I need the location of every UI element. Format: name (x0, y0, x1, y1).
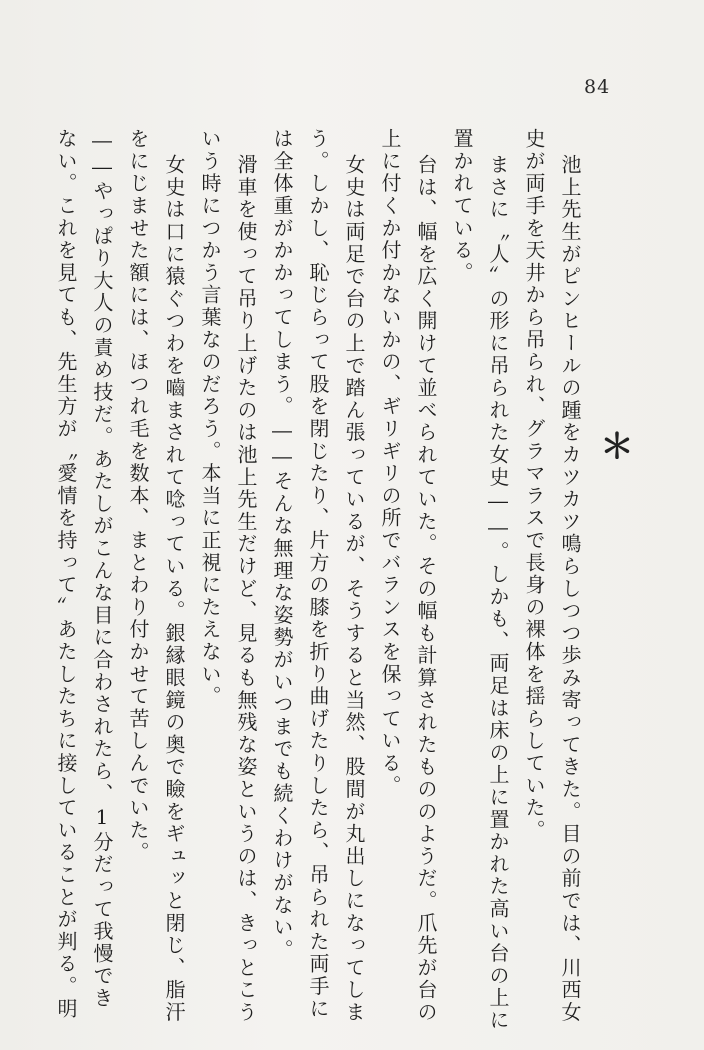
text-column-4: 置かれている。 (450, 128, 474, 285)
page-number: 84 (584, 76, 611, 98)
text-column-7: 女史は両足で台の上で踏ん張っているが、そうすると当然、股間が丸出しになってしま (342, 154, 366, 1024)
text-column-1: 池上先生がピンヒールの踵をカツカツ鳴らしつつ歩み寄ってきた。目の前では、川西女 (558, 154, 582, 1024)
text-column-15: ない。これを見ても、先生方が〝愛情を持って〟あたしたちに接していることが判る。明 (54, 128, 78, 1020)
text-column-11: いう時につかう言葉なのだろう。本当に正視にたえない。 (198, 128, 222, 708)
text-column-3: まさに〝人〟の形に吊られた女史――。しかも、両足は床の上に置かれた高い台の上に (486, 154, 510, 1032)
text-column-9: は全体重がかかってしまう。――そんな無理な姿勢がいつまでも続くわけがない。 (270, 128, 294, 962)
text-column-2: 史が両手を天井から吊られ、グラマラスで長身の裸体を揺らしていた。 (522, 128, 546, 842)
text-column-6: 上に付くか付かないかの、ギリギリの所でバランスを保っている。 (378, 128, 402, 797)
text-column-10: 滑車を使って吊り上げたのは池上先生だけど、見るも無残な姿というのは、きっとこう (234, 154, 258, 1024)
text-column-14: ――やっぱり大人の責め技だ。あたしがこんな目に合わされたら、1分だって我慢でき (90, 128, 114, 1010)
scene-break-asterisk: ＊ (600, 427, 634, 467)
text-column-5: 台は、幅を広く開けて並べられていた。その幅も計算されたもののようだ。爪先が台の (414, 154, 438, 1024)
text-column-12: 女史は口に猿ぐつわを嚙まされて唸っている。銀縁眼鏡の奥で瞼をギュッと閉じ、脂汗 (162, 154, 186, 1024)
text-column-13: をにじませた額には、ほつれ毛を数本、まとわり付かせて苦しんでいた。 (126, 128, 150, 864)
text-column-8: う。しかし、恥じらって股を閉じたり、片方の膝を折り曲げたりしたら、吊られた両手に (306, 128, 330, 1020)
